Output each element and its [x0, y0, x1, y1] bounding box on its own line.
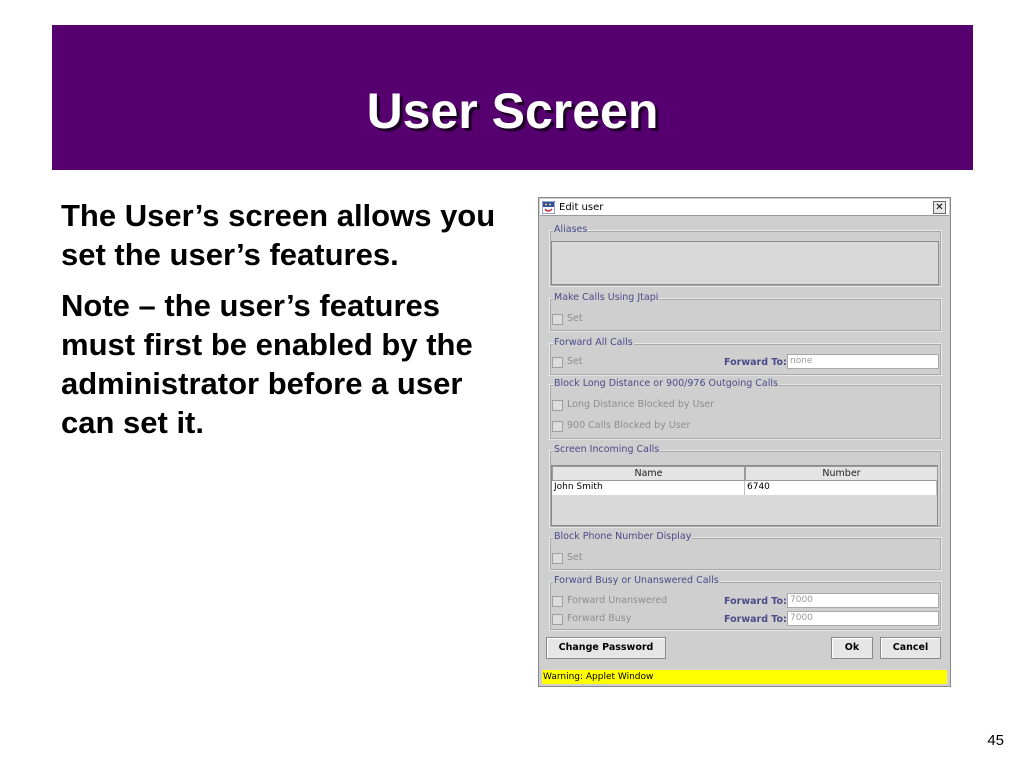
block-long-distance-group: [549, 378, 942, 440]
forward-busy-checkbox[interactable]: [552, 614, 563, 625]
slide-title: User Screen: [366, 83, 659, 139]
forward-all-to-input[interactable]: none: [787, 354, 939, 369]
edit-user-window: [538, 197, 951, 687]
close-icon[interactable]: ✕: [933, 201, 946, 214]
forward-all-group: [549, 337, 942, 376]
aliases-group: [549, 224, 942, 287]
cancel-button[interactable]: Cancel: [880, 637, 941, 659]
page-number: 45: [987, 732, 1004, 749]
long-distance-label: Long Distance Blocked by User: [567, 399, 715, 410]
block-display-set-label: Set: [567, 552, 583, 563]
table-row[interactable]: [552, 481, 937, 495]
table-cell-name: John Smith: [552, 481, 745, 495]
slide-title-bar: [52, 25, 973, 170]
jtapi-set-checkbox[interactable]: [552, 314, 563, 325]
long-distance-checkbox[interactable]: [552, 400, 563, 411]
column-header-number[interactable]: Number: [745, 466, 938, 481]
java-icon: [542, 201, 555, 214]
screen-incoming-legend: Screen Incoming Calls: [554, 444, 660, 455]
block-display-group: [549, 531, 942, 571]
aliases-legend: Aliases: [554, 224, 588, 235]
body-paragraph: Note – the user’s features must first be enabled by the administrator before a user can set it.: [61, 288, 473, 440]
table-header: [552, 466, 937, 481]
block-long-distance-legend: Block Long Distance or 900/976 Outgoing Calls: [554, 378, 778, 389]
applet-warning-bar: Warning: Applet Window: [542, 670, 947, 684]
forward-unanswered-to-input[interactable]: 7000: [787, 593, 939, 608]
forward-unanswered-checkbox[interactable]: [552, 596, 563, 607]
screen-incoming-group: [549, 444, 942, 528]
forward-unanswered-label: Forward Unanswered: [567, 595, 668, 606]
jtapi-group: [549, 292, 942, 332]
window-title: Edit user: [559, 202, 604, 213]
calls-900-label: 900 Calls Blocked by User: [567, 420, 691, 431]
table-cell-number: 6740: [745, 481, 937, 495]
window-titlebar: [540, 199, 949, 216]
block-display-legend: Block Phone Number Display: [554, 531, 692, 542]
title-divider: [112, 182, 1008, 186]
calls-900-checkbox[interactable]: [552, 421, 563, 432]
jtapi-legend: Make Calls Using Jtapi: [554, 292, 659, 303]
block-display-set-checkbox[interactable]: [552, 553, 563, 564]
aliases-list[interactable]: [551, 241, 939, 285]
change-password-button[interactable]: Change Password: [546, 637, 666, 659]
forward-busy-legend: Forward Busy or Unanswered Calls: [554, 575, 719, 586]
forward-busy-to-label: Forward To:: [724, 614, 787, 625]
jtapi-set-label: Set: [567, 313, 583, 324]
forward-busy-label: Forward Busy: [567, 613, 632, 624]
body-paragraph: The User’s screen allows you set the user’s features.: [61, 198, 496, 272]
screen-incoming-table: [551, 465, 938, 526]
forward-busy-group: [549, 575, 942, 631]
forward-all-to-label: Forward To:: [724, 357, 787, 368]
forward-busy-to-input[interactable]: 7000: [787, 611, 939, 626]
forward-unanswered-to-label: Forward To:: [724, 596, 787, 607]
slide-body: [61, 196, 506, 454]
forward-all-legend: Forward All Calls: [554, 337, 633, 348]
column-header-name[interactable]: Name: [552, 466, 745, 481]
ok-button[interactable]: Ok: [831, 637, 873, 659]
forward-all-set-checkbox[interactable]: [552, 357, 563, 368]
forward-all-set-label: Set: [567, 356, 583, 367]
